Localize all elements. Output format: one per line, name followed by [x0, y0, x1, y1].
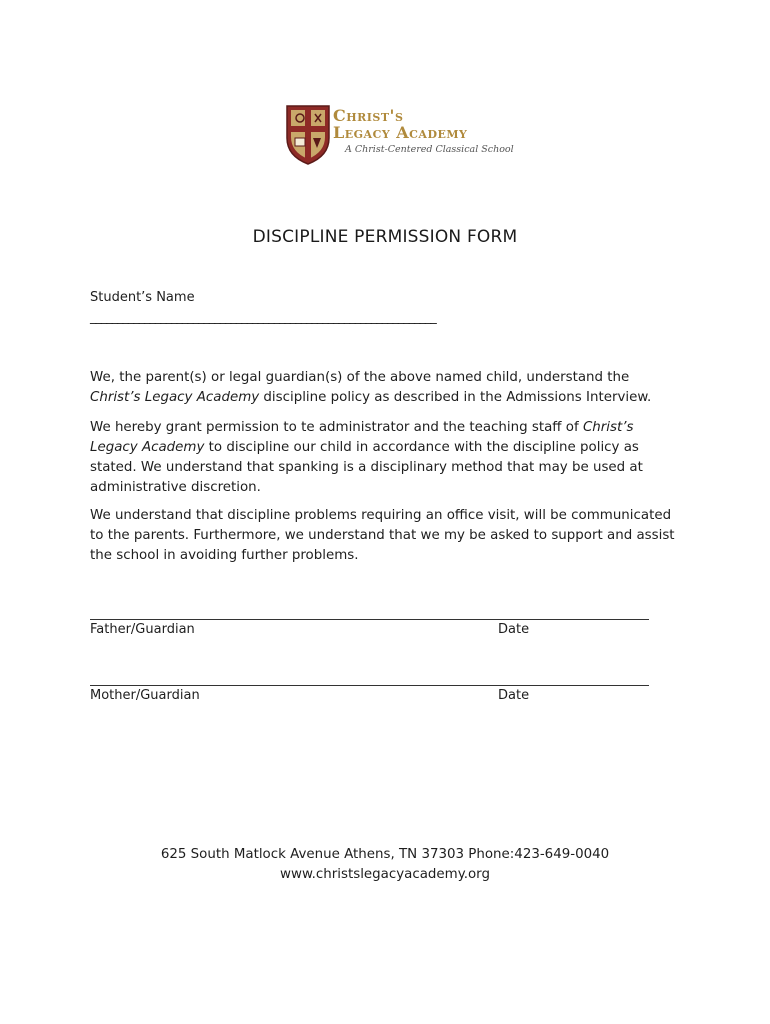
- paragraph1-school-name: Christ’s Legacy Academy: [90, 390, 260, 405]
- logo-name-line2: Legacy Academy: [333, 123, 468, 142]
- form-title: DISCIPLINE PERMISSION FORM: [252, 227, 518, 247]
- paragraph2-school-name: Christ’s Legacy Academy: [90, 420, 634, 455]
- father-date-label: Date: [498, 622, 530, 637]
- paragraph2-text-a: We hereby grant permission to te administrator and the teaching staff of: [90, 420, 583, 435]
- footer-website[interactable]: www.christslegacyacademy.org: [280, 867, 490, 882]
- paragraph-grant-permission: [90, 418, 680, 498]
- paragraph-office-visit: We understand that discipline problems requiring an office visit, will be communicated to the parents. Furthermore, we understand that we my be asked to support and assist the school in avoiding further problems.: [90, 508, 675, 563]
- logo-name-line1: Christ's: [333, 106, 404, 125]
- father-signature-line[interactable]: [90, 619, 649, 620]
- father-guardian-label: Father/Guardian: [90, 622, 195, 637]
- logo-tagline: A Christ-Centered Classical School: [345, 144, 514, 155]
- school-logo: [285, 104, 514, 168]
- paragraph1-text-a: We, the parent(s) or legal guardian(s) of the above named child, understand the: [90, 370, 630, 385]
- paragraph2-text-b: to discipline our child in accordance with the discipline policy as stated. We understand that spanking is a disciplinary method that may be used at administrative discretion.: [90, 440, 643, 495]
- mother-signature-line[interactable]: [90, 685, 649, 686]
- student-name-blank[interactable]: ________________________________________________________________: [90, 310, 436, 325]
- paragraph1-text-b: discipline policy as described in the Admissions Interview.: [259, 390, 652, 405]
- mother-date-label: Date: [498, 688, 530, 703]
- student-name-label: Student’s Name: [90, 290, 195, 305]
- mother-guardian-label: Mother/Guardian: [90, 688, 200, 703]
- footer-address: 625 South Matlock Avenue Athens, TN 37303 Phone:423-649-0040: [160, 847, 610, 862]
- paragraph-policy-understanding: [90, 368, 680, 408]
- shield-crest-icon: [285, 104, 331, 166]
